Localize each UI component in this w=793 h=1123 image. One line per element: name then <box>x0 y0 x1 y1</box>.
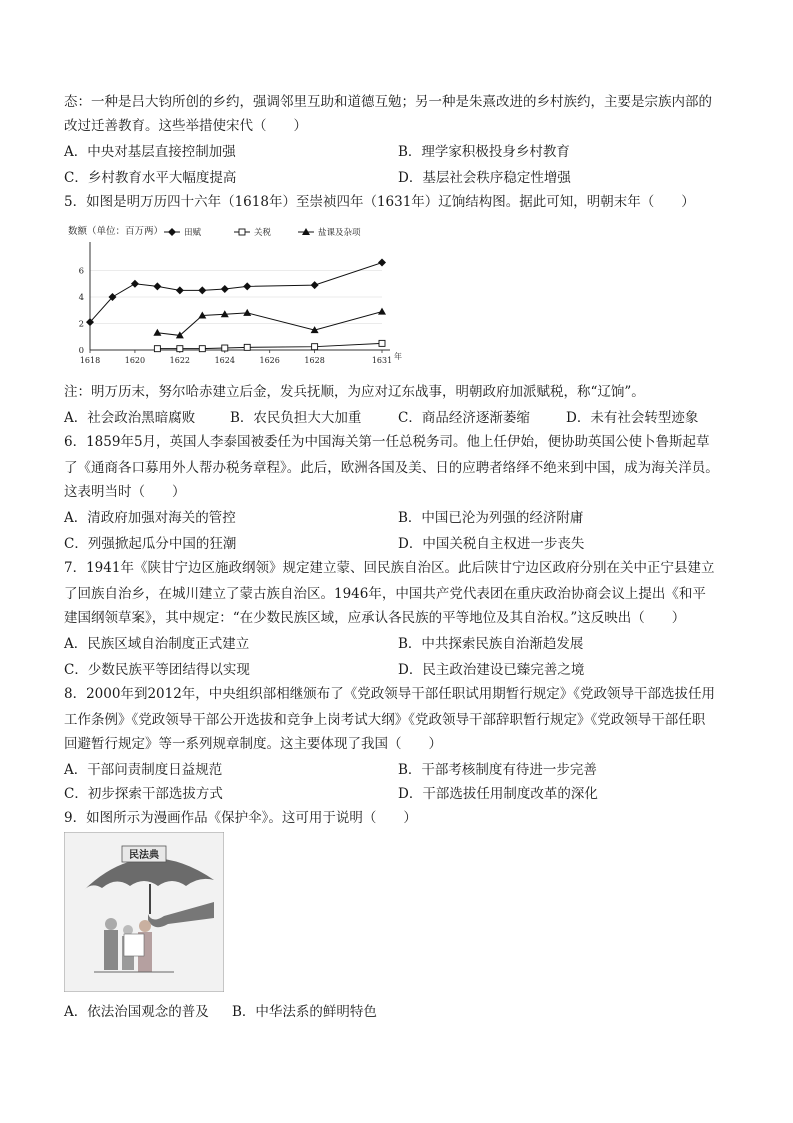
q8-option-a[interactable]: A．干部问责制度日益规范 <box>64 762 223 778</box>
q6-option-b[interactable]: B．中国已沦为列强的经济附庸 <box>398 510 584 526</box>
figure-right-head <box>139 920 151 932</box>
y-tick-label: 6 <box>78 266 84 277</box>
q5-option-b[interactable]: B．农民负担大大加重 <box>230 410 362 426</box>
q4-option-d[interactable]: D．基层社会秩序稳定性增强 <box>398 170 571 186</box>
x-tick-label: 1626 <box>259 356 280 365</box>
q4-stem-line-2: 改过迁善教育。这些举措使宋代（ ） <box>64 118 307 134</box>
cartoon-svg <box>64 832 224 992</box>
legend-label: 关税 <box>254 228 272 238</box>
q7-stem-line-1: 7．1941年《陕甘宁边区施政纲领》规定建立蒙、回民族自治区。此后陕甘宁边区政府分别在关中正宁县建立 <box>64 560 715 576</box>
q7-option-d[interactable]: D．民主政治建设已臻完善之境 <box>398 662 585 678</box>
q9-option-a[interactable]: A．依法治国观念的普及 <box>64 1004 209 1020</box>
figure-child-head <box>123 925 133 935</box>
data-point <box>154 346 160 352</box>
data-point <box>312 344 318 350</box>
q8-stem-line-2: 工作条例》《党政领导干部公开选拔和竞争上岗考试大纲》《党政领导干部辞职暂行规定》《党政领导干部任职 <box>64 712 706 728</box>
q7-option-b[interactable]: B．中共探索民族自治渐趋发展 <box>398 636 584 652</box>
q7-option-c[interactable]: C．少数民族平等团结得以实现 <box>64 662 250 678</box>
q4-option-c[interactable]: C．乡村教育水平大幅度提高 <box>64 170 237 186</box>
data-point <box>199 346 205 352</box>
q6-stem-line-2: 了《通商各口募用外人帮办税务章程》。此后，欧洲各国及美、日的应聘者络绎不绝来到中国，成为海关洋员。 <box>64 460 719 476</box>
q4-option-a[interactable]: A．中央对基层直接控制加强 <box>64 144 236 160</box>
q5-option-c[interactable]: C．商品经济逐渐萎缩 <box>398 410 530 426</box>
q9-option-b[interactable]: B．中华法系的鲜明特色 <box>232 1004 377 1020</box>
q8-stem-line-1: 8．2000年到2012年，中央组织部相继颁布了《党政领导干部任职试用期暂行规定》《党政领导干部选拔任用 <box>64 686 716 702</box>
chart-xlabel: 年 <box>394 352 402 361</box>
q7-stem-line-3: 建国纲领草案》，其中规定：“在少数民族区域，应承认各民族的平等地位及其自治权。”这反映出（ ） <box>64 610 686 626</box>
x-tick-label: 1624 <box>214 356 235 365</box>
q6-option-c[interactable]: C．列强掀起瓜分中国的狂潮 <box>64 536 237 552</box>
figure-left <box>104 930 118 970</box>
q6-option-a[interactable]: A．清政府加强对海关的管控 <box>64 510 236 526</box>
data-point <box>177 346 183 352</box>
x-tick-label: 1622 <box>169 356 191 365</box>
data-point <box>239 229 245 235</box>
q9-stem: 9．如图所示为漫画作品《保护伞》。这可用于说明（ ） <box>64 810 417 826</box>
q6-stem-line-1: 6．1859年5月，英国人李泰国被委任为中国海关第一任总税务司。他上任伊始，便协助英国公使卜鲁斯起草 <box>64 434 710 450</box>
liaoxiang-structure-chart <box>64 222 404 370</box>
data-point <box>379 340 385 346</box>
x-tick-label: 1628 <box>304 356 325 365</box>
q8-stem-line-3: 回避暂行规定》等一系列规章制度。这主要体现了我国（ ） <box>64 736 442 752</box>
q5-note: 注：明万历末，努尔哈赤建立后金，发兵抚顺，为应对辽东战事，明朝政府加派赋税，称“辽饷”。 <box>64 384 645 400</box>
q6-option-d[interactable]: D．中国关税自主权进一步丧失 <box>398 536 585 552</box>
umbrella-label: 民法典 <box>129 850 159 861</box>
q5-option-a[interactable]: A．社会政治黑暗腐败 <box>64 410 196 426</box>
protective-umbrella-cartoon <box>64 832 224 992</box>
q8-option-c[interactable]: C．初步探索干部选拔方式 <box>64 786 223 802</box>
q5-option-d[interactable]: D．未有社会转型迹象 <box>566 410 699 426</box>
x-tick-label: 1620 <box>124 356 146 365</box>
legend-label: 田赋 <box>184 228 202 238</box>
q8-option-b[interactable]: B．干部考核制度有待进一步完善 <box>398 762 597 778</box>
y-tick-label: 0 <box>78 346 84 356</box>
q7-option-a[interactable]: A．民族区域自治制度正式建立 <box>64 636 250 652</box>
x-tick-label: 1618 <box>79 356 101 365</box>
data-point <box>244 344 250 350</box>
y-tick-label: 2 <box>78 319 84 330</box>
q6-stem-line-3: 这表明当时（ ） <box>64 484 186 500</box>
q8-option-d[interactable]: D．干部选拔任用制度改革的深化 <box>398 786 598 802</box>
y-tick-label: 4 <box>78 293 84 303</box>
figure-left-head <box>105 918 117 930</box>
legend-label: 盐课及杂项 <box>318 228 361 238</box>
chart-svg <box>64 222 404 370</box>
x-tick-label: 1631 <box>371 356 393 365</box>
q4-option-b[interactable]: B．理学家积极投身乡村教育 <box>398 144 570 160</box>
document-paper <box>124 934 144 956</box>
q5-stem: 5．如图是明万历四十六年（1618年）至崇祯四年（1631年）辽饷结构图。据此可知，明朝末年（ ） <box>64 194 695 210</box>
chart-ylabel: 数额（单位：百万两） <box>68 226 164 237</box>
q7-stem-line-2: 了回族自治乡，在城川建立了蒙古族自治区。1946年，中国共产党代表团在重庆政治协商会议上提出《和平 <box>64 586 706 602</box>
data-point <box>222 345 228 351</box>
q4-stem-line-1: 态：一种是吕大钧所创的乡约，强调邻里互助和道德互勉；另一种是朱熹改进的乡村族约，主要是宗族内部的 <box>64 94 712 110</box>
